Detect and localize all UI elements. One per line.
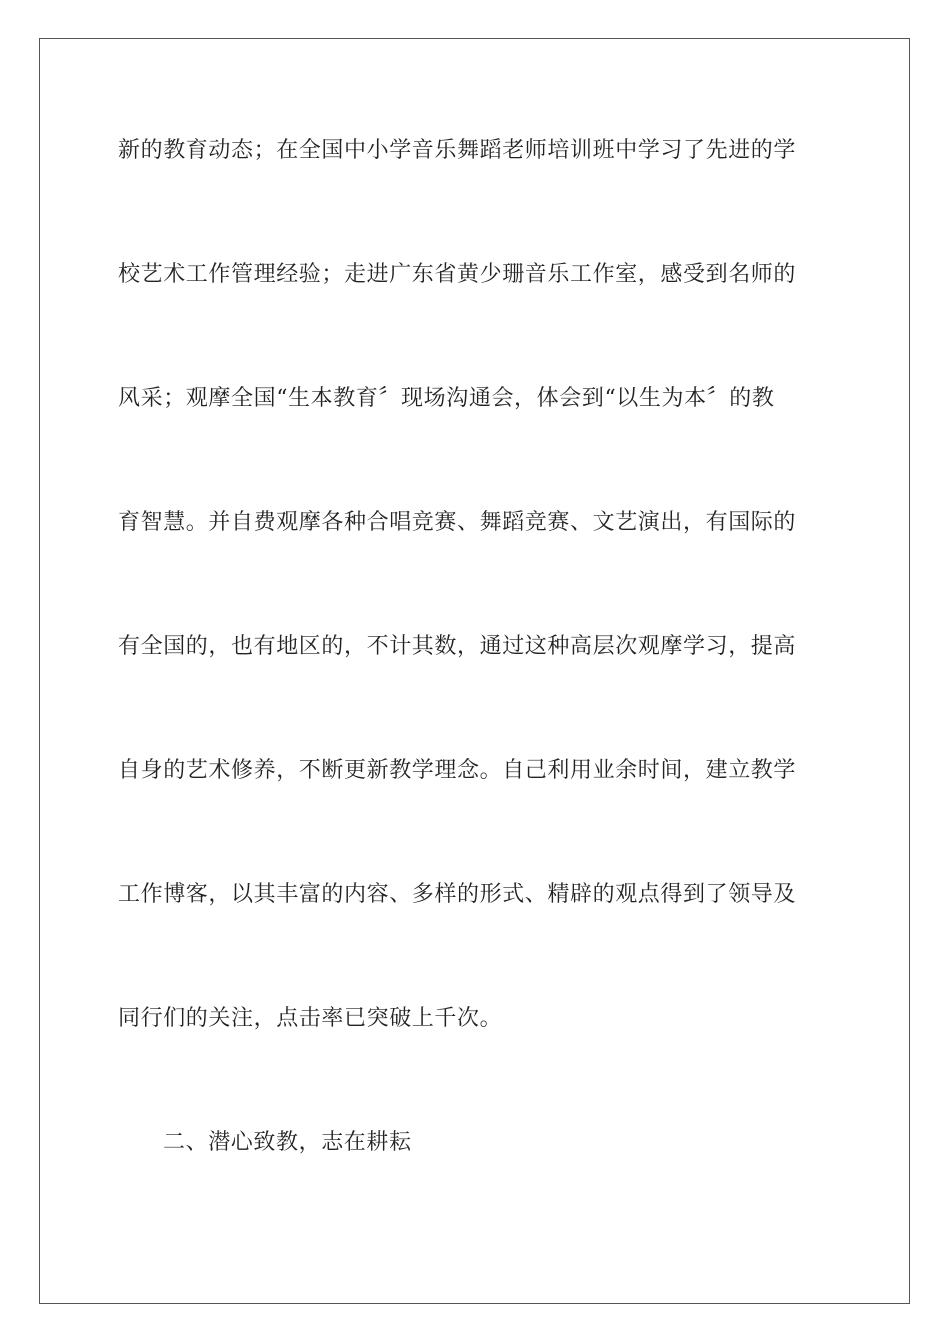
page-border <box>39 38 910 1304</box>
paragraph-line-5: 有全国的，也有地区的，不计其数，通过这种高层次观摩学习，提高 <box>118 634 797 659</box>
paragraph-line-8: 同行们的关注，点击率已突破上千次。 <box>118 1006 503 1031</box>
paragraph-line-7: 工作博客，以其丰富的内容、多样的形式、精辟的观点得到了领导及 <box>118 882 797 907</box>
paragraph-line-3: 风采；观摩全国“生本教育〞现场沟通会，体会到“以生为本〞的教 <box>118 386 775 411</box>
section-heading: 二、潜心致教，志在耕耘 <box>163 1130 412 1155</box>
paragraph-line-4: 育智慧。并自费观摩各种合唱竞赛、舞蹈竞赛、文艺演出，有国际的 <box>118 510 797 535</box>
paragraph-line-2: 校艺术工作管理经验；走进广东省黄少珊音乐工作室，感受到名师的 <box>118 262 797 287</box>
paragraph-line-6: 自身的艺术修养，不断更新教学理念。自己利用业余时间，建立教学 <box>118 758 797 783</box>
paragraph-line-1: 新的教育动态；在全国中小学音乐舞蹈老师培训班中学习了先进的学 <box>118 138 797 163</box>
